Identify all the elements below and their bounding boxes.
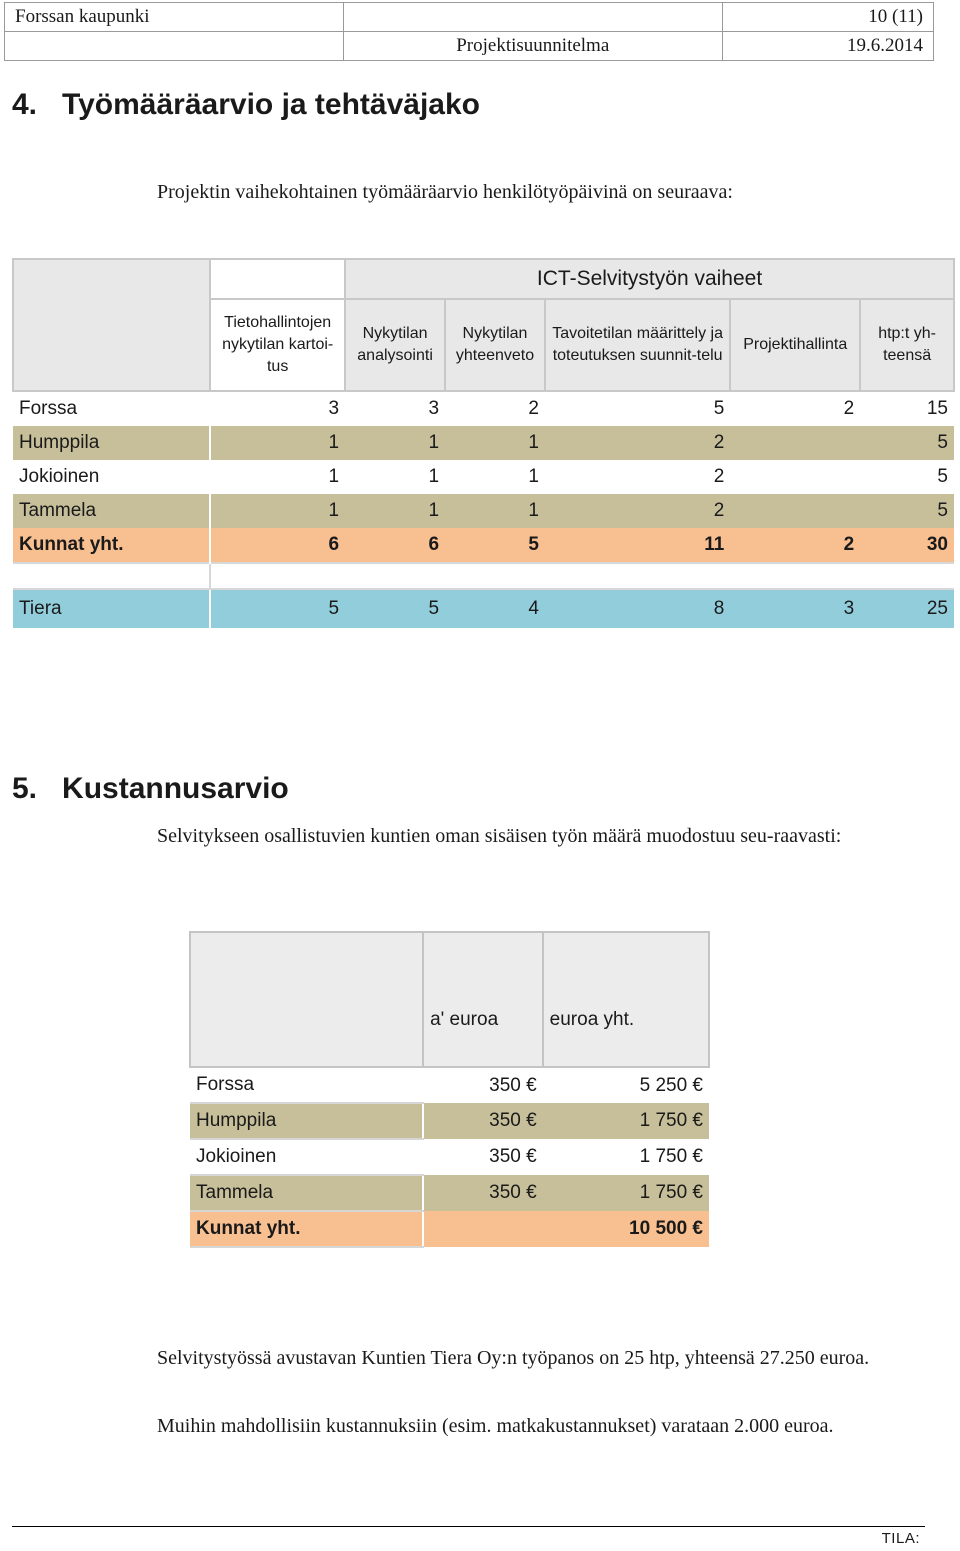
spacer-cell	[210, 563, 345, 589]
total-price: 1 750 €	[543, 1103, 709, 1139]
group-header: ICT-Selvitystyön vaiheet	[345, 259, 954, 299]
row-value: 3	[730, 589, 860, 628]
spacer-cell	[445, 563, 545, 589]
section4-intro: Projektin vaihekohtainen työmääräarvio henkilötyöpäivinä on seuraava:	[157, 181, 733, 203]
row-value: 5	[860, 494, 954, 528]
unit-price: 350 €	[423, 1175, 543, 1211]
col-header-projektihallinta: Projektihallinta	[730, 299, 860, 391]
document-header	[4, 2, 934, 61]
footer-rule	[12, 1526, 925, 1527]
section4-heading: 4. Työmääräarvio ja tehtäväjako	[12, 88, 481, 121]
table-row	[13, 528, 954, 563]
row-value: 2	[445, 391, 545, 426]
row-value: 15	[860, 391, 954, 426]
row-value: 1	[445, 460, 545, 494]
row-value: 8	[545, 589, 730, 628]
unit-price-label: a' euroa	[430, 1008, 499, 1030]
row-value: 1	[210, 460, 345, 494]
cost-row	[190, 1175, 709, 1211]
row-value: 1	[210, 494, 345, 528]
spacer-cell	[13, 563, 210, 589]
org-name: Forssan kaupunki	[5, 3, 344, 32]
spacer-cell	[730, 563, 860, 589]
row-value: 1	[345, 460, 445, 494]
row-value: 1	[345, 494, 445, 528]
cost-row-label: Humppila	[190, 1103, 423, 1139]
status-label: TILA:	[881, 1530, 920, 1547]
doc-date: 19.6.2014	[722, 32, 933, 61]
cost-row	[190, 1103, 709, 1139]
row-value: 5	[860, 460, 954, 494]
row-label: Tammela	[13, 494, 210, 528]
closing-paragraph-1: Selvitystyössä avustavan Kuntien Tiera Oy:n työpanos on 25 htp, yhteensä 27.250 euroa.	[157, 1347, 870, 1369]
col-header-yhteenveto: Nykytilan yhteenveto	[445, 299, 545, 391]
row-value	[730, 426, 860, 460]
row-value: 6	[210, 528, 345, 563]
cost-row-label: Kunnat yht.	[190, 1211, 423, 1247]
row-value	[730, 494, 860, 528]
col-header-tavoitetila: Tavoitetilan määrittely ja toteutuksen suunnit-telu	[545, 299, 730, 391]
row-value: 1	[445, 494, 545, 528]
header-blank-2	[5, 32, 344, 61]
section5-heading: 5. Kustannusarvio	[12, 772, 289, 805]
row-label: Kunnat yht.	[13, 528, 210, 563]
section5-intro: Selvitykseen osallistuvien kuntien oman sisäisen työn määrä muodostuu seu-raavasti:	[157, 825, 842, 847]
corner-cell	[13, 259, 210, 391]
cost-row	[190, 1211, 709, 1247]
row-value: 2	[730, 391, 860, 426]
row-value: 3	[345, 391, 445, 426]
unit-price: 350 €	[423, 1139, 543, 1175]
row-value	[730, 460, 860, 494]
cost-row-label: Tammela	[190, 1175, 423, 1211]
row-value: 5	[445, 528, 545, 563]
workload-table	[12, 258, 955, 628]
table-row	[13, 391, 954, 426]
row-value: 2	[545, 460, 730, 494]
row-value: 5	[210, 589, 345, 628]
page-number: 10 (11)	[722, 3, 933, 32]
row-value: 4	[445, 589, 545, 628]
row-value: 2	[545, 426, 730, 460]
row-value: 3	[210, 391, 345, 426]
row-label: Jokioinen	[13, 460, 210, 494]
row-value: 6	[345, 528, 445, 563]
spacer-cell	[345, 563, 445, 589]
total-price: 5 250 €	[543, 1067, 709, 1103]
row-value: 30	[860, 528, 954, 563]
row-label: Humppila	[13, 426, 210, 460]
cost-row-label: Jokioinen	[190, 1139, 423, 1175]
row-value: 5	[860, 426, 954, 460]
unit-price: 350 €	[423, 1103, 543, 1139]
row-value: 1	[210, 426, 345, 460]
row-value: 25	[860, 589, 954, 628]
col-header-unit-price	[423, 932, 543, 1067]
table-row	[13, 460, 954, 494]
header-blank	[343, 3, 722, 32]
cost-row	[190, 1067, 709, 1103]
col-header-total: htp:t yh-teensä	[860, 299, 954, 391]
table-row	[13, 589, 954, 628]
table-row	[13, 426, 954, 460]
unit-price: 350 €	[423, 1067, 543, 1103]
cost-row	[190, 1139, 709, 1175]
col-header-analysointi: Nykytilan analysointi	[345, 299, 445, 391]
total-price: 1 750 €	[543, 1139, 709, 1175]
cost-corner-cell	[190, 932, 423, 1067]
total-price-label: euroa yht.	[549, 1008, 635, 1030]
row-value: 2	[545, 494, 730, 528]
cost-table	[189, 931, 710, 1248]
doc-title: Projektisuunnitelma	[343, 32, 722, 61]
row-label: Tiera	[13, 589, 210, 628]
col-header-total-price	[543, 932, 709, 1067]
row-label: Forssa	[13, 391, 210, 426]
row-value: 2	[730, 528, 860, 563]
cost-row-label: Forssa	[190, 1067, 423, 1103]
row-value: 5	[345, 589, 445, 628]
row-value: 11	[545, 528, 730, 563]
unit-price	[423, 1211, 543, 1247]
table-row	[13, 494, 954, 528]
corner-cell-2	[210, 259, 345, 299]
total-price: 10 500 €	[543, 1211, 709, 1247]
row-value: 5	[545, 391, 730, 426]
spacer-cell	[545, 563, 730, 589]
row-value: 1	[445, 426, 545, 460]
closing-paragraph-2: Muihin mahdollisiin kustannuksiin (esim. matkakustannukset) varataan 2.000 euroa.	[157, 1415, 834, 1437]
spacer-row	[13, 563, 954, 589]
row-value: 1	[345, 426, 445, 460]
spacer-cell	[860, 563, 954, 589]
total-price: 1 750 €	[543, 1175, 709, 1211]
col-header-kartoitus: Tietohallintojen nykytilan kartoi-tus	[210, 299, 345, 391]
